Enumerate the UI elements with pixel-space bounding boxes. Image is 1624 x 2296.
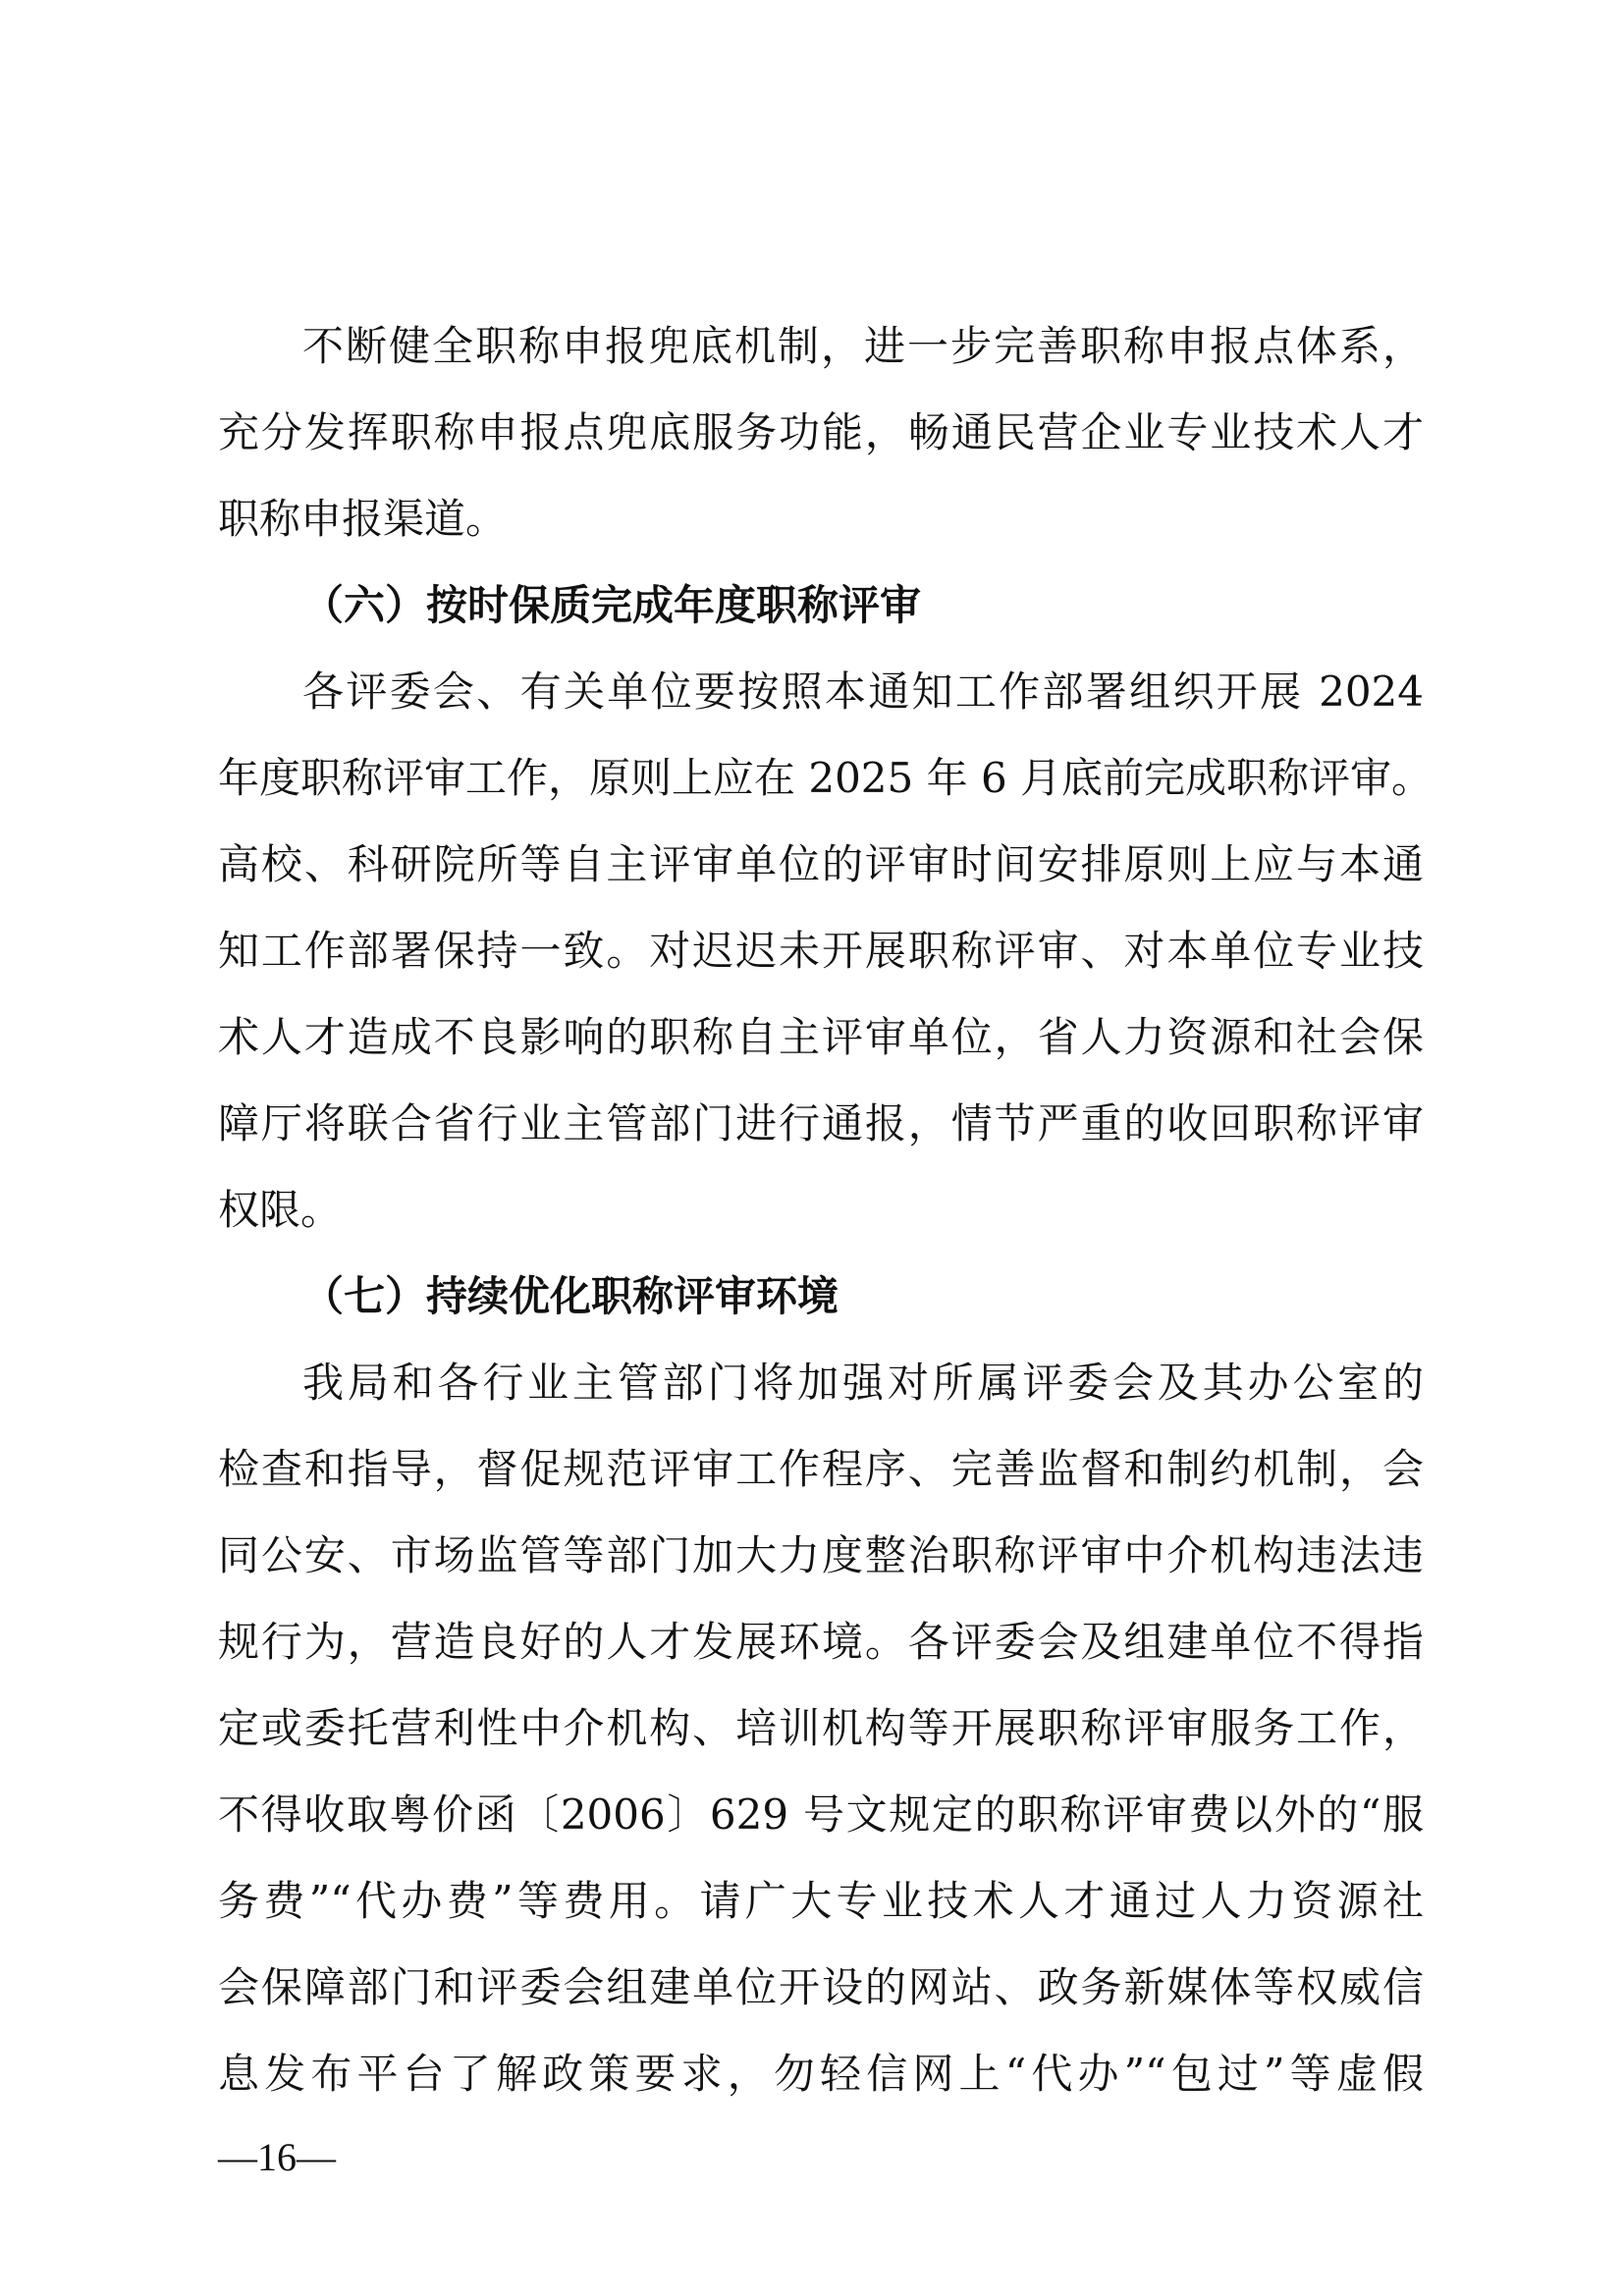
- paragraph-line: 检查和指导，督促规范评审工作程序、完善监督和制约机制，会: [218, 1445, 1424, 1493]
- paragraph-line: 知工作部署保持一致。对迟迟未开展职称评审、对本单位专业技: [218, 927, 1424, 975]
- paragraph-line: 定或委托营利性中介机构、培训机构等开展职称评审服务工作，: [218, 1704, 1424, 1752]
- section-heading-seven: （七）持续优化职称评审环境: [302, 1272, 839, 1320]
- paragraph-line: 我局和各行业主管部门将加强对所属评委会及其办公室的: [302, 1359, 1424, 1407]
- paragraph-line: 不得收取粤价函〔2006〕629 号文规定的职称评审费以外的“服: [218, 1790, 1424, 1839]
- paragraph-line: 不断健全职称申报兜底机制，进一步完善职称申报点体系，: [302, 322, 1424, 370]
- paragraph-line: 权限。: [218, 1186, 343, 1234]
- document-body: [218, 303, 1434, 2117]
- paragraph-line: 障厅将联合省行业主管部门进行通报，情节严重的收回职称评审: [218, 1099, 1424, 1148]
- paragraph-line: 务费”“代办费”等费用。请广大专业技术人才通过人力资源社: [218, 1877, 1424, 1925]
- paragraph-line: 年度职称评审工作，原则上应在 2025 年 6 月底前完成职称评审。: [218, 754, 1434, 802]
- paragraph-line: 术人才造成不良影响的职称自主评审单位，省人力资源和社会保: [218, 1013, 1424, 1061]
- section-heading-six: （六）按时保质完成年度职称评审: [302, 581, 922, 629]
- paragraph-line: 同公安、市场监管等部门加大力度整治职称评审中介机构违法违: [218, 1531, 1424, 1579]
- paragraph-line: 息发布平台了解政策要求，勿轻信网上“代办”“包过”等虚假: [218, 2050, 1424, 2098]
- paragraph-line: 高校、科研院所等自主评审单位的评审时间安排原则上应与本通: [218, 840, 1424, 888]
- paragraph-line: 会保障部门和评委会组建单位开设的网站、政务新媒体等权威信: [218, 1963, 1424, 2011]
- paragraph-line: 各评委会、有关单位要按照本通知工作部署组织开展 2024: [302, 667, 1424, 716]
- paragraph-line: 职称申报渠道。: [218, 495, 508, 543]
- paragraph-line: 规行为，营造良好的人才发展环境。各评委会及组建单位不得指: [218, 1618, 1424, 1666]
- paragraph-line: 充分发挥职称申报点兜底服务功能，畅通民营企业专业技术人才: [218, 408, 1424, 456]
- page-number: —16—: [218, 2135, 336, 2179]
